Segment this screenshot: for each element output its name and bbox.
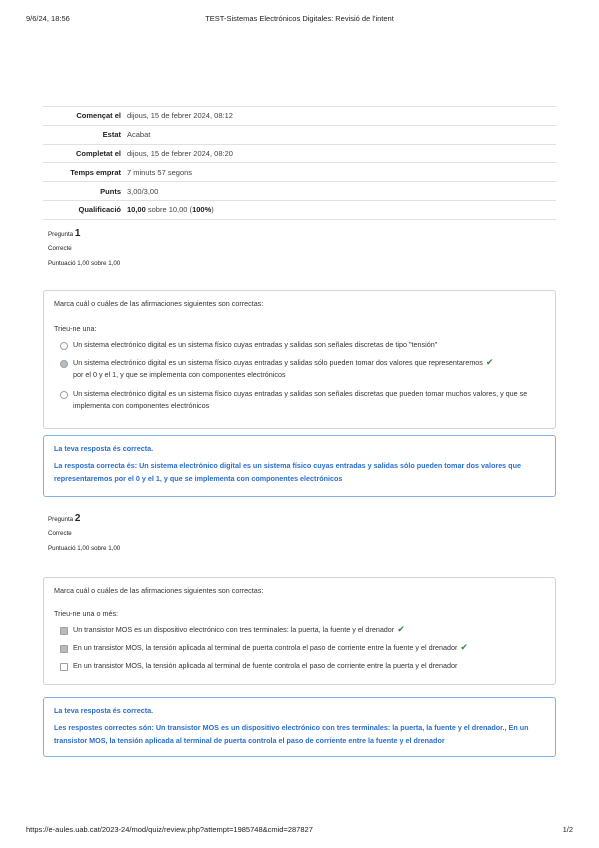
question-1-feedback bbox=[43, 435, 556, 497]
summary-row bbox=[43, 163, 556, 182]
question-status: Correcte bbox=[48, 245, 72, 252]
question-2-info bbox=[48, 513, 120, 552]
answer-text: Un sistema electrónico digital es un sistema físico cuyas entradas y salidas son señales discretas que pueden tomar muchos valores, y que se implementa con componentes electrónicos bbox=[73, 389, 528, 410]
answer-text: En un transistor MOS, la tensión aplicada al terminal de fuente controla el paso de corriente entre la puerta y el drenador bbox=[73, 661, 458, 670]
question-2-box bbox=[43, 577, 556, 685]
question-score: Puntuació 1,00 sobre 1,00 bbox=[48, 545, 121, 552]
question-number-value: 1 bbox=[74, 228, 81, 239]
summary-value: 3,00/3,00 bbox=[127, 186, 159, 196]
question-text: Marca cuál o cuáles de las afirmaciones siguientes son correctas: bbox=[54, 299, 264, 308]
question-score: Puntuació 1,00 sobre 1,00 bbox=[48, 260, 121, 267]
summary-row bbox=[43, 107, 556, 126]
grade-percent: 100% bbox=[192, 205, 212, 215]
answer-text-line-2: por el 0 y el 1, y que se implementa con componentes electrónicos bbox=[73, 369, 286, 379]
grade-value bbox=[127, 200, 556, 219]
question-text: Marca cuál o cuáles de las afirmaciones siguientes son correctas: bbox=[54, 586, 264, 595]
answer-prompt: Trieu-ne una: bbox=[54, 324, 97, 333]
feedback-heading: La teva resposta és correcta. bbox=[54, 444, 154, 453]
summary-row bbox=[43, 144, 556, 163]
answer-prompt: Trieu-ne una o més: bbox=[54, 609, 119, 618]
check-icon: ✔ bbox=[397, 624, 405, 634]
print-date: 9/6/24, 18:56 bbox=[26, 14, 70, 23]
question-1-info bbox=[48, 228, 120, 267]
feedback-correct-answers: Les respostes correctes són: Un transistor MOS es un dispositivo electrónico con tres terminales: la puerta, la fuente y el drenador., En un transistor MOS, la tensión aplicada al terminal de puerta controla el paso de corriente entre la fuente y el drenador bbox=[54, 723, 529, 745]
question-2-feedback bbox=[43, 697, 556, 757]
print-footer bbox=[26, 825, 573, 835]
summary-row bbox=[43, 200, 556, 219]
question-number bbox=[48, 513, 120, 524]
checkbox-checked[interactable] bbox=[60, 645, 68, 653]
summary-value: Acabat bbox=[127, 130, 151, 140]
page-url: https://e-aules.uab.cat/2023-24/mod/quiz/review.php?attempt=1985748&cmid=287827 bbox=[26, 825, 313, 834]
summary-row bbox=[43, 125, 556, 144]
radio-button[interactable] bbox=[60, 391, 68, 399]
checkbox-checked[interactable] bbox=[60, 627, 68, 635]
summary-label: Completat el bbox=[75, 148, 121, 158]
print-title: TEST-Sistemas Electrónicos Digitales: Revisió de l'intent bbox=[205, 14, 394, 23]
attempt-summary-table bbox=[43, 106, 556, 220]
summary-value: dijous, 15 de febrer 2024, 08:12 bbox=[127, 111, 233, 121]
summary-row bbox=[43, 182, 556, 201]
check-icon: ✔ bbox=[485, 357, 494, 367]
grade-score: 10,00 bbox=[127, 205, 146, 215]
question-1-box bbox=[43, 290, 556, 429]
summary-label: Començat el bbox=[76, 111, 121, 121]
question-number bbox=[48, 228, 120, 239]
grade-out-of: sobre 10,00 ( bbox=[145, 205, 193, 215]
checkbox[interactable] bbox=[60, 663, 68, 671]
answer-text bbox=[73, 624, 545, 636]
summary-label: Estat bbox=[102, 130, 121, 140]
answer-text bbox=[73, 357, 545, 380]
grade-close: ) bbox=[211, 205, 214, 215]
check-icon: ✔ bbox=[460, 642, 468, 652]
answer-text: Un sistema electrónico digital es un sistema físico cuyas entradas y salidas son señales discretas de tipo "tensión" bbox=[73, 340, 438, 349]
answer-text-line-1: Un sistema electrónico digital es un sistema físico cuyas entradas y salidas sólo pueden tomar dos valores que representaremos bbox=[73, 358, 483, 367]
summary-value: 7 minuts 57 segons bbox=[127, 167, 193, 177]
answer-text bbox=[73, 642, 545, 654]
question-number-value: 2 bbox=[74, 513, 81, 524]
summary-label: Temps emprat bbox=[70, 167, 121, 177]
question-status: Correcte bbox=[48, 530, 72, 537]
radio-button-selected[interactable] bbox=[60, 360, 68, 368]
feedback-heading: La teva resposta és correcta. bbox=[54, 706, 154, 715]
answer-text-content: Un transistor MOS es un dispositivo electrónico con tres terminales: la puerta, la fuente y el drenador bbox=[73, 625, 395, 634]
question-label: Pregunta bbox=[48, 231, 74, 238]
summary-label: Punts bbox=[100, 186, 121, 196]
print-header bbox=[26, 14, 573, 24]
summary-value: dijous, 15 de febrer 2024, 08:20 bbox=[127, 148, 233, 158]
summary-label: Qualificació bbox=[78, 205, 121, 215]
answer-text-content: En un transistor MOS, la tensión aplicada al terminal de puerta controla el paso de corriente entre la fuente y el drenador bbox=[73, 643, 458, 652]
radio-button[interactable] bbox=[60, 342, 68, 350]
feedback-correct-answer: La resposta correcta és: Un sistema electrónico digital es un sistema físico cuyas entradas y salidas sólo pueden tomar dos valores que representaremos por el 0 y el 1, y que se implementa con componentes electrónicos bbox=[54, 461, 521, 483]
question-label: Pregunta bbox=[48, 516, 74, 523]
page-number: 1/2 bbox=[562, 825, 573, 834]
